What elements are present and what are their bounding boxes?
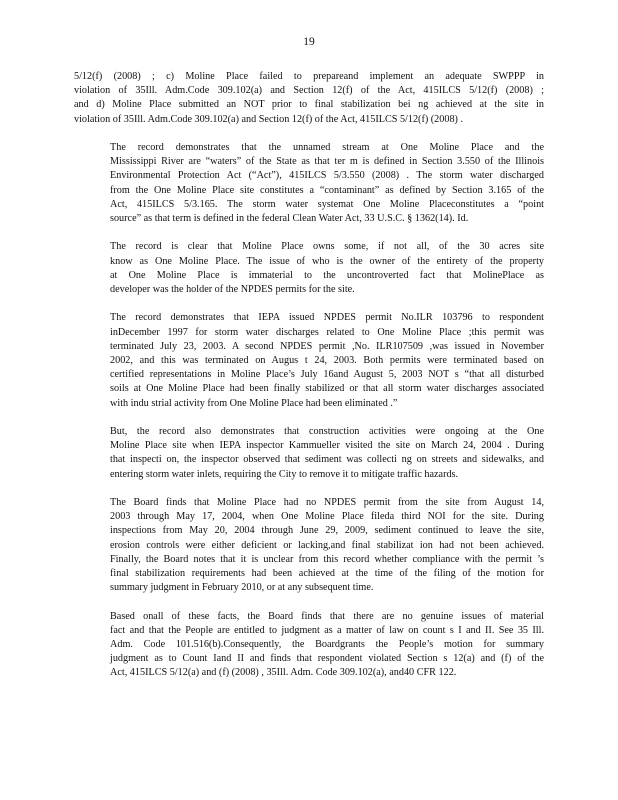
paragraph-line: know as One Moline Place. The issue of who is the owner of the entirety of the property: [110, 255, 544, 267]
paragraph-line: violation of 35Ill. Adm.Code 309.102(a) and Section 12(f) of the Act, 415ILCS 5/12(f) (2008) ;: [74, 85, 544, 97]
paragraph: [74, 141, 544, 226]
paragraph: [74, 496, 544, 595]
paragraph-line: Mississippi River are “waters” of the State as that ter m is defined in Section 3.550 of the Illinois: [110, 156, 544, 168]
document-body: [74, 70, 544, 695]
paragraph-line: Environmental Protection Act (“Act”), 415ILCS 5/3.550 (2008) . The storm water discharged: [110, 170, 544, 182]
paragraph: [74, 240, 544, 297]
paragraph-line: 5/12(f) (2008) ; c) Moline Place failed to prepareand implement an adequate SWPPP in: [74, 71, 544, 82]
paragraph-line: inspections from May 20, 2004 through June 29, 2009, sediment continued to leave the site,: [110, 525, 544, 537]
paragraph-line: with indu strial activity from One Moline Place had been eliminated .”: [110, 397, 398, 409]
paragraph-line: at One Moline Place is immaterial to the uncontroverted fact that MolinePlace as: [110, 269, 544, 281]
paragraph-line: developer was the holder of the NPDES permits for the site.: [110, 284, 355, 296]
paragraph-line: Adm. Code 101.516(b).Consequently, the Boardgrants the People’s motion for summary: [110, 639, 544, 651]
paragraph: [74, 70, 544, 127]
paragraph-line: that inspecti on, the inspector observed that sediment was collecti ng on streets and sidewalks, and: [110, 454, 544, 466]
paragraph-line: and d) Moline Place submitted an NOT prior to final stabilization bei ng achieved at the site in: [74, 99, 544, 111]
page-number: 19: [303, 36, 315, 48]
paragraph-line: summary judgment in February 2010, or at any subsequent time.: [110, 582, 374, 594]
paragraph-line: judgment as to Count Iand II and finds that respondent violated Section s 12(a) and (f) of the: [110, 653, 544, 665]
paragraph-line: erosion controls were either deficient or lacking,and final stabilizat ion had not been achieved.: [110, 539, 544, 551]
paragraph: [74, 311, 544, 410]
paragraph-line: terminated July 23, 2003. A second NPDES permit ,No. ILR107509 ,was issued in November: [110, 340, 544, 352]
paragraph-line: entering storm water inlets, requiring the City to remove it to mitigate traffic hazards.: [110, 468, 459, 480]
paragraph: [74, 425, 544, 482]
paragraph-line: The record is clear that Moline Place owns some, if not all, of the 30 acres site: [110, 241, 544, 253]
paragraph-line: certified representations in Moline Place’s July 16and August 5, 2003 NOT s “that all disturbed: [110, 369, 544, 381]
paragraph-line: The record demonstrates that IEPA issued NPDES permit No.ILR 103796 to respondent: [110, 312, 544, 324]
paragraph-line: final stabilization requirements had been achieved at the time of the filing of the motion for: [110, 568, 544, 580]
paragraph-line: source” as that term is defined in the federal Clean Water Act, 33 U.S.C. § 1362(14). Id.: [110, 213, 469, 225]
paragraph-line: The Board finds that Moline Place had no NPDES permit from the site from August 14,: [110, 497, 544, 509]
paragraph-line: inDecember 1997 for storm water discharges related to One Moline Place ;this permit was: [110, 326, 544, 338]
paragraph-line: Act, 415ILCS 5/3.165. The storm water systemat One Moline Placeconstitutes a “point: [110, 198, 544, 210]
paragraph-line: Finally, the Board notes that it is unclear from this record whether compliance with the permit ’s: [110, 553, 544, 565]
paragraph-line: Act, 415ILCS 5/12(a) and (f) (2008) , 35Ill. Adm. Code 309.102(a), and40 CFR 122.: [110, 667, 457, 679]
paragraph-line: 2003 through May 17, 2004, when One Moline Place fileda third NOI for the site. During: [110, 511, 544, 523]
paragraph-line: Moline Place site when IEPA inspector Kammueller visited the site on March 24, 2004 . During: [110, 440, 544, 452]
paragraph-line: But, the record also demonstrates that construction activities were ongoing at the One: [110, 426, 544, 438]
paragraph: [74, 610, 544, 681]
paragraph-line: soils at One Moline Place had been finally stabilized or that all storm water discharges associated: [110, 383, 544, 395]
paragraph-line: Based onall of these facts, the Board finds that there are no genuine issues of material: [110, 610, 544, 622]
paragraph-line: The record demonstrates that the unnamed stream at One Moline Place and the: [110, 142, 544, 153]
paragraph-line: violation of 35Ill. Adm.Code 309.102(a) and Section 12(f) of the Act, 415ILCS 5/12(f) (2008) .: [74, 113, 464, 125]
paragraph-line: from the One Moline Place site constitutes a “contaminant” as defined by Section 3.165 of the: [110, 184, 544, 196]
paragraph-line: 2002, and this was terminated on Augus t 24, 2003. Both permits were terminated based on: [110, 355, 544, 367]
paragraph-line: fact and that the People are entitled to judgment as a matter of law on count s I and II. See 35 Ill.: [110, 624, 544, 636]
